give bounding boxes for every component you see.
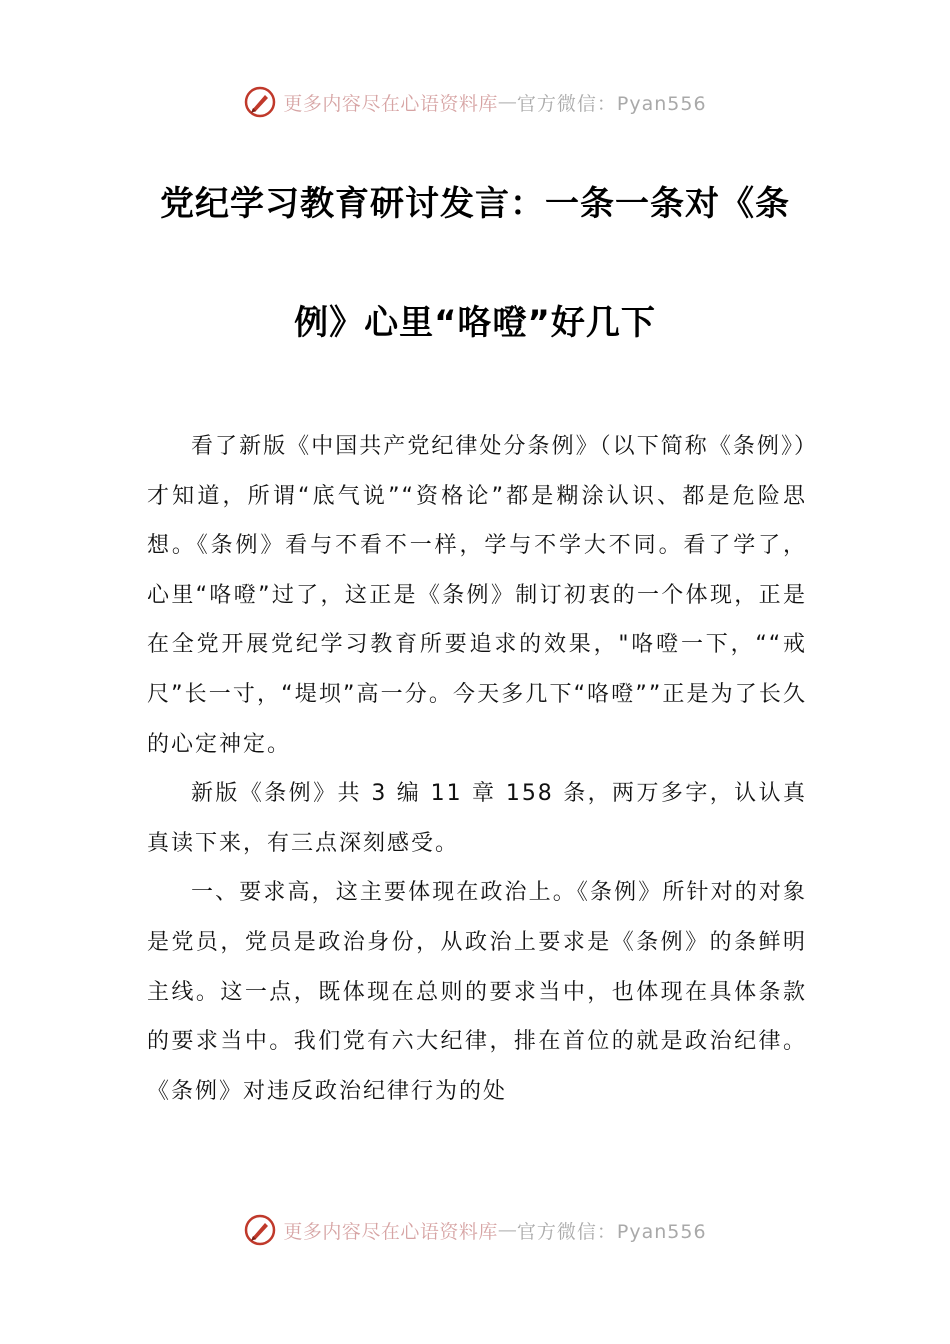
watermark-text: 更多内容尽在心语资料库 (283, 92, 498, 115)
pen-logo-icon (243, 85, 277, 119)
body-paragraph-1: 看了新版《中国共产党纪律处分条例》（以下简称《条例》）才知道，所谓“底气说”“资格论”都是糊涂认识、都是危险思想。《条例》看与不看不一样，学与不学大不同。看了学了，心里“咯噔”过了，这正是《条例》制订初衷的一个体现，正是在全党开展党纪学习教育所要追求的效果，"咯噔一下，““戒尺”长一寸，“堤坝”高一分。今天多几下“咯噔””正是为了长久的心定神定。 (147, 434, 807, 757)
body-paragraph-2: 新版《条例》共 3 编 11 章 158 条，两万多字，认认真真读下来，有三点深刻感受。 (147, 781, 807, 856)
body-paragraph-3: 一、要求高，这主要体现在政治上。《条例》所针对的对象是党员，党员是政治身份，从政治上要求是《条例》的条鲜明主线。这一点，既体现在总则的要求当中，也体现在具体条款的要求当中。我们党有六大纪律，排在首位的就是政治纪律。《条例》对违反政治纪律行为的处 (147, 880, 807, 1104)
document-title-line-1: 党纪学习教育研讨发言：一条一条对《条 (160, 184, 790, 224)
pen-logo-icon (243, 1213, 277, 1247)
header-watermark (0, 82, 950, 122)
document-body (147, 422, 807, 1116)
watermark-text: 更多内容尽在心语资料库 (283, 1220, 498, 1243)
watermark-contact: 官方微信：Pyan556 (516, 92, 707, 115)
watermark-separator: — (497, 1219, 517, 1241)
watermark-contact: 官方微信：Pyan556 (516, 1220, 707, 1243)
document-title-line-2: 例》心里“咯噔”好几下 (294, 303, 656, 343)
footer-watermark (0, 1210, 950, 1250)
watermark-separator: — (497, 91, 517, 113)
